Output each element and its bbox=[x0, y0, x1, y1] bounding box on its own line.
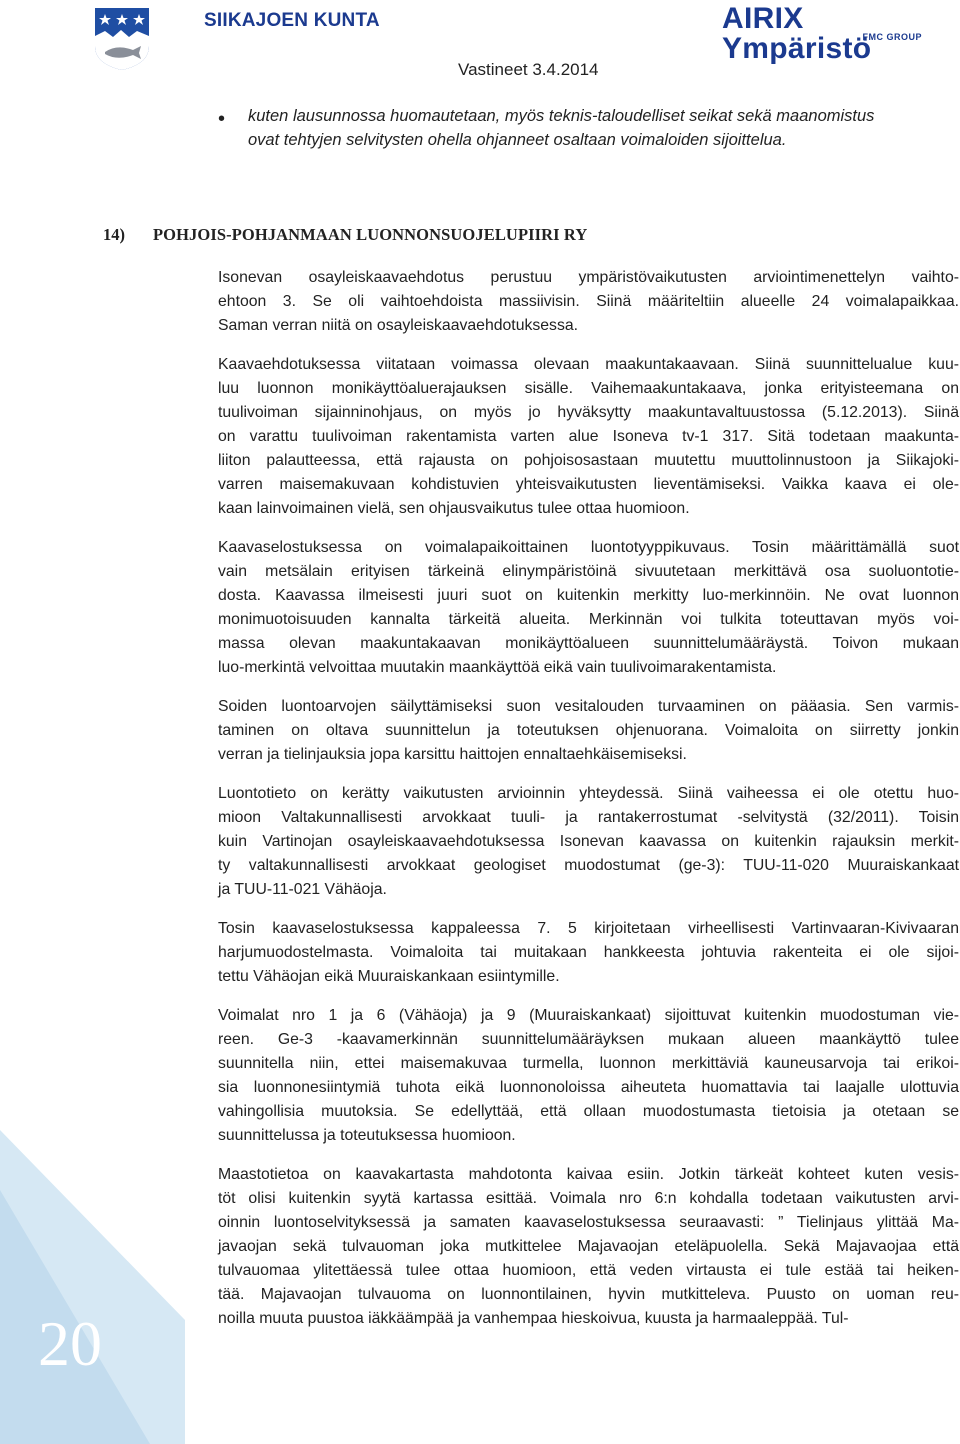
company-group-label: FMC GROUP bbox=[862, 32, 922, 42]
bullet-icon: • bbox=[218, 108, 226, 130]
bullet-line: kuten lausunnossa huomautetaan, myös teknis-taloudelliset seikat sekä maanomistus bbox=[248, 107, 875, 125]
paragraph bbox=[218, 695, 959, 767]
municipal-crest-logo bbox=[93, 6, 151, 72]
paragraph bbox=[218, 917, 959, 989]
bullet-line: ovat tehtyjen selvitysten ohella ohjanneet osaltaan voimaloiden sijoittelua. bbox=[248, 131, 787, 149]
paragraph-line: reen. Ge-3 -kaavamerkinnän suunnittelumääräyksen mukaan alueen maankäyttö tulee bbox=[218, 1031, 959, 1048]
paragraph-line: Saman verran niitä on osayleiskaavaehdotuksessa. bbox=[218, 317, 579, 334]
paragraph-line: verran ja tielinjauksia jopa karsittu haittojen ennaltaehkäisemiseksi. bbox=[218, 746, 687, 763]
paragraph bbox=[218, 782, 959, 902]
paragraph-line: suunnittelussa ja toteutuksessa huomioon. bbox=[218, 1127, 516, 1144]
paragraph-line: ty valtakunnallisesti arvokkaat geologiset muodostumat (ge-3): TUU-11-020 Muuraiskankaat bbox=[218, 857, 959, 874]
paragraph-line: Kaavaehdotuksessa viitataan voimassa olevaan maakuntakaavaan. Siinä suunnittelualue kuu- bbox=[218, 356, 959, 373]
paragraph-line: suunnitella niin, ettei maisemakuvaa turmella, luonnon merkittäviä kauneusarvoja tai erikoi- bbox=[218, 1055, 959, 1072]
paragraph-line: javaojan sekä tulvauoman joka mutkittelee Majavaojan eteläpuolella. Sekä Majavaojaa että bbox=[218, 1238, 959, 1255]
paragraph-line: vain metsälain erityisen tärkeinä elinympäristöinä sivuutetaan merkittävä osa suoluontotie- bbox=[218, 563, 959, 580]
bullet-text bbox=[248, 104, 948, 152]
paragraph-line: dosta. Kaavassa ilmeisesti juuri suot on kuitenkin merkitty luo-merkinnöin. Ne ovat luonnon bbox=[218, 587, 959, 604]
paragraph bbox=[218, 266, 959, 338]
paragraph-line: luu luonnon monikäyttöaluerajauksen sisälle. Vaihemaakuntakaava, jonka erityisteemana on bbox=[218, 380, 959, 397]
paragraph-line: Soiden luontoarvojen säilyttämiseksi suon vesitalouden turvaaminen on pääasia. Sen varmis- bbox=[218, 698, 959, 715]
paragraph-line: varren maisemakuvaan kohdistuvien yhteisvaikutusten lieventämiseksi. Vaikka kaava ei ole- bbox=[218, 476, 959, 493]
body-text bbox=[218, 266, 959, 1346]
paragraph-line: luo-merkintä velvoittaa muutakin maankäyttöä eikä vain tuulivoimarakentamista. bbox=[218, 659, 777, 676]
paragraph-line: mioon Valtakunnallisesti arvokkaat tuuli- ja rantakerrostumat -selvitystä (32/2011). Toisin bbox=[218, 809, 959, 826]
paragraph-line: Maastotietoa on kaavakartasta mahdotonta kaivaa esiin. Jotkin tärkeät kohteet kuten vesis- bbox=[218, 1166, 959, 1183]
section-number: 14) bbox=[103, 225, 125, 244]
paragraph-line: ehtoon 3. Se oli vaihtoehdoista massiivisin. Siinä määriteltiin alueelle 24 voimalapaikkaa. bbox=[218, 293, 959, 310]
paragraph-line: tää. Majavaojan tulvauoma on luonnontilainen, hyvin mutkitteleva. Puusto on uoman reu- bbox=[218, 1286, 959, 1303]
page-number: 20 bbox=[38, 1308, 102, 1379]
paragraph-line: harjumuodostelmasta. Voimaloita tai muitakaan hankkeesta johtuvia rakenteita ei ole sijoi- bbox=[218, 944, 959, 961]
company-logo bbox=[722, 2, 944, 65]
paragraph-line: noilla muuta puustoa iäkkäämpää ja vanhempaa hieskoivua, kuusta ja harmaaleppää. Tul- bbox=[218, 1310, 849, 1327]
paragraph-line: massa olevan maakuntakaavan monikäyttöalueen suunnittelumääräystä. Toivon mukaan bbox=[218, 635, 959, 652]
municipality-name: SIIKAJOEN KUNTA bbox=[204, 10, 380, 31]
paragraph-line: tettu Vähäojan eikä Muuraiskankaan esiintymille. bbox=[218, 968, 560, 985]
paragraph-line: oinnin luontoselvityksessä ja samaten kaavaselostuksessa seuraavasti: ” Tielinjaus ylittää Ma- bbox=[218, 1214, 959, 1231]
paragraph-line: Isonevan osayleiskaavaehdotus perustuu ympäristövaikutusten arviointimenettelyn vaihto- bbox=[218, 269, 959, 286]
paragraph-line: on varattu tuulivoiman rakentamista varten alue Isoneva tv-1 317. Sitä todetaan maakunta- bbox=[218, 428, 959, 445]
revision-date: Vastineet 3.4.2014 bbox=[458, 60, 599, 79]
paragraph-line: monimuotoisuuden kannalta tärkeitä alueita. Merkinnän voi tulkita toteuttavan myös voi- bbox=[218, 611, 959, 628]
paragraph-line: ja TUU-11-021 Vähäoja. bbox=[218, 881, 387, 898]
paragraph-line: vahingollisia muutoksia. Se edellyttää, että ollaan muodostumasta tietoisia ja otetaan se bbox=[218, 1103, 959, 1120]
section-title: POHJOIS-POHJANMAAN LUONNONSUOJELUPIIRI RY bbox=[153, 225, 588, 244]
paragraph-line: taminen on oltava suunnittelun ja toteutuksen ohjenuorana. Voimaloita on siirretty jonkin bbox=[218, 722, 959, 739]
paragraph-line: Luontotieto on kerätty vaikutusten arvioinnin yhteydessä. Siinä vaiheessa ei ole otettu huo- bbox=[218, 785, 959, 802]
paragraph bbox=[218, 353, 959, 521]
paragraph-line: liiton palautteessa, että rajausta on pohjoisosastaan muutettu muuttolinnustoon ja Siikajoki- bbox=[218, 452, 959, 469]
paragraph-line: kaan lainvoimainen vielä, sen ohjausvaikutus tulee ottaa huomioon. bbox=[218, 500, 690, 517]
paragraph-line: tuulivoiman sijainninohjaus, on myös jo hyväksytty maakuntavaltuustossa (5.12.2013). Siinä bbox=[218, 404, 959, 421]
paragraph-line: töt olisi kuitenkin syytä kartassa esittää. Voimala nro 6:n kohdalla todetaan vaikutusten arvi- bbox=[218, 1190, 959, 1207]
paragraph bbox=[218, 1004, 959, 1148]
paragraph bbox=[218, 1163, 959, 1331]
paragraph-line: tulvauomaa ylitettäessä tulee ottaa huomioon, että veden virtausta ei tule estää tai heiken- bbox=[218, 1262, 959, 1279]
company-name: AIRIX Ympäristö bbox=[722, 2, 872, 65]
paragraph-line: Kaavaselostuksessa on voimalapaikoittainen luontotyyppikuvaus. Tosin määrittämällä suot bbox=[218, 539, 959, 556]
page-corner-graphic bbox=[0, 1130, 185, 1444]
paragraph-line: sia luonnonesiintymiä tuhota eikä luonnonoloissa aiheuteta huomattavia tai laajalle ulottuvia bbox=[218, 1079, 959, 1096]
paragraph-line: Voimalat nro 1 ja 6 (Vähäoja) ja 9 (Muuraiskankaat) sijoittuvat kuitenkin muodostuman vie- bbox=[218, 1007, 959, 1024]
paragraph-line: kuin Vartinojan osayleiskaavaehdotuksessa Isonevan kaavassa on kuitenkin rajauksin merkit- bbox=[218, 833, 959, 850]
paragraph-line: Tosin kaavaselostuksessa kappaleessa 7. 5 kirjoitetaan virheellisesti Vartinvaaran-Kivivaaran bbox=[218, 920, 959, 937]
paragraph bbox=[218, 536, 959, 680]
